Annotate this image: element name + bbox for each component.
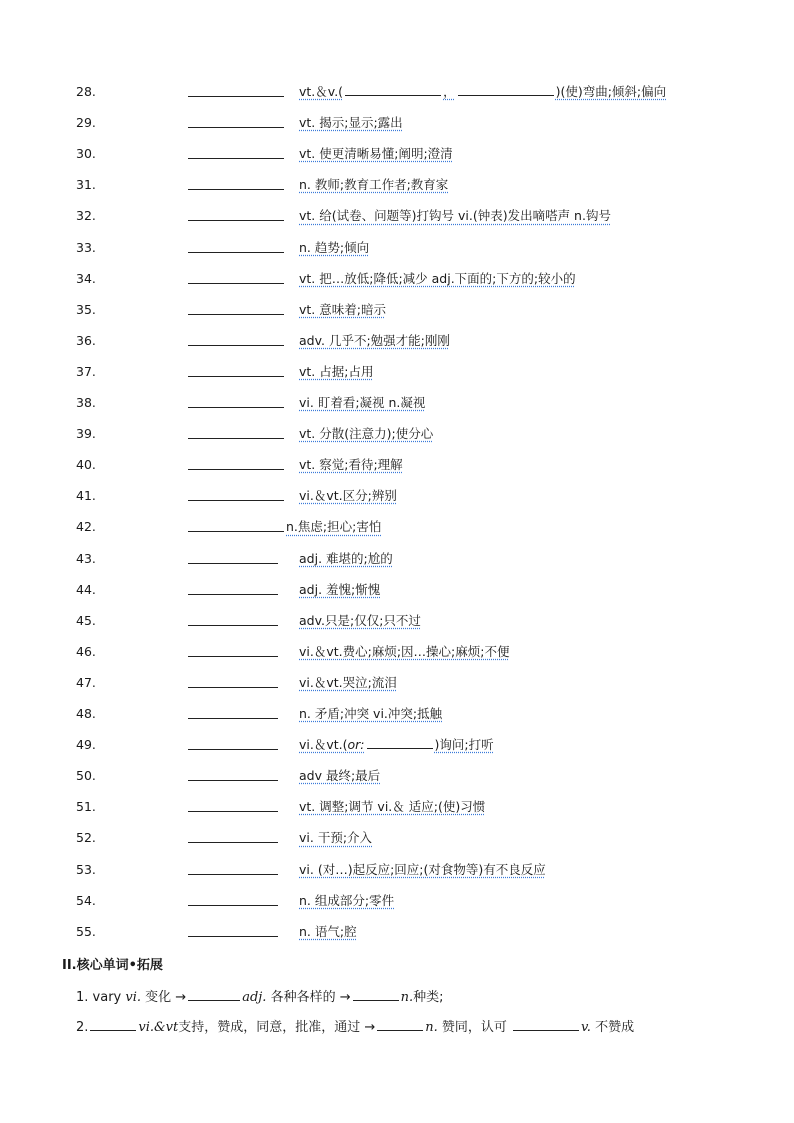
vocab-definition: n. 矛盾;冲突 vi.冲突;抵触 xyxy=(299,706,443,721)
ext1-pos2: adj. xyxy=(242,990,267,1005)
vocab-row xyxy=(0,891,794,911)
answer-blank[interactable] xyxy=(188,673,278,688)
ext2-text1: 支持，赞成，同意，批准，通过 → xyxy=(178,1020,376,1035)
ext1-blank-1[interactable] xyxy=(188,987,240,1001)
vocab-row xyxy=(0,362,794,382)
answer-blank[interactable] xyxy=(188,144,284,159)
vocab-row xyxy=(0,611,794,631)
vocab-definition: vt. 占据;占用 xyxy=(299,363,374,379)
vocab-row xyxy=(0,642,794,662)
ext2-prefix: 2. xyxy=(76,1020,89,1035)
vocab-row xyxy=(0,922,794,942)
answer-blank[interactable] xyxy=(188,797,278,812)
vocab-definition: n. 语气;腔 xyxy=(299,923,357,939)
vocab-row xyxy=(0,797,794,817)
vocab-row xyxy=(0,424,794,444)
vocab-number: 54. xyxy=(76,892,96,908)
vocab-definition: vi.＆vt.费心;麻烦;因…操心;麻烦;不便 xyxy=(299,643,510,659)
vocab-number: 53. xyxy=(76,861,96,877)
ext1-text3: 种类; xyxy=(413,990,444,1005)
vocab-number: 50. xyxy=(76,768,96,784)
vocab-row xyxy=(0,269,794,289)
vocab-number: 51. xyxy=(76,799,96,815)
answer-blank[interactable] xyxy=(188,393,284,408)
vocab-number: 28. xyxy=(76,84,96,99)
ext2-pos2: n. xyxy=(425,1020,438,1035)
vocab-definition: vt. 意味着;暗示 xyxy=(299,301,386,317)
vocab-number: 33. xyxy=(76,239,96,255)
vocab-row xyxy=(0,828,794,848)
vocab-number: 38. xyxy=(76,395,96,410)
answer-blank[interactable] xyxy=(188,455,284,470)
vocab-row xyxy=(0,549,794,569)
vocab-row xyxy=(0,175,794,195)
vocab-definition: vi. (对…)起反应;回应;(对食物等)有不良反应 xyxy=(299,861,546,877)
vocab-row xyxy=(0,517,794,537)
answer-blank[interactable] xyxy=(188,922,278,937)
vocab-number: 46. xyxy=(76,643,96,659)
ext1-blank-2[interactable] xyxy=(353,987,399,1001)
vocab-number: 43. xyxy=(76,550,96,566)
vocab-definition: vt. 调整;调节 vi.＆ 适应;(使)习惯 xyxy=(299,799,486,815)
answer-blank[interactable] xyxy=(188,82,284,97)
vocab-number: 49. xyxy=(76,737,96,753)
vocab-row xyxy=(0,144,794,164)
answer-blank[interactable] xyxy=(188,517,284,532)
extension-item-2 xyxy=(76,1017,634,1038)
vocab-row xyxy=(0,704,794,724)
ext2-blank-2[interactable] xyxy=(377,1017,423,1031)
vocab-number: 32. xyxy=(76,208,96,224)
vocab-number: 36. xyxy=(76,332,96,348)
vocab-row xyxy=(0,766,794,786)
vocab-definition: adv.只是;仅仅;只不过 xyxy=(299,612,421,628)
vocab-number: 29. xyxy=(76,115,96,131)
answer-blank[interactable] xyxy=(188,113,284,128)
answer-blank[interactable] xyxy=(188,860,278,875)
ext2-blank-3[interactable] xyxy=(513,1017,579,1031)
answer-blank[interactable] xyxy=(188,362,284,377)
vocab-number: 52. xyxy=(76,830,96,846)
vocab-definition: adj. 羞愧;惭愧 xyxy=(299,581,381,597)
vocab-definition: vt. 使更清晰易懂;阐明;澄清 xyxy=(299,146,453,162)
vocab-number: 40. xyxy=(76,457,96,473)
ext2-text2: 赞同，认可 xyxy=(437,1020,511,1035)
vocab-row xyxy=(0,486,794,506)
ext2-blank-1[interactable] xyxy=(90,1017,136,1031)
definition-part: vt.＆v.( xyxy=(299,84,344,99)
vocab-definition: adv. 几乎不;勉强才能;刚刚 xyxy=(299,332,450,348)
vocab-definition: n. 教师;教育工作者;教育家 xyxy=(299,177,449,193)
vocab-row xyxy=(0,455,794,475)
vocab-number: 37. xyxy=(76,363,96,379)
vocab-definition: vt. 揭示;显示;露出 xyxy=(299,115,403,131)
vocab-number: 44. xyxy=(76,581,96,597)
vocab-row xyxy=(0,206,794,226)
vocab-number: 42. xyxy=(76,519,96,535)
vocab-definition xyxy=(299,82,666,102)
vocab-definition: vt. 分散(注意力);使分心 xyxy=(299,426,434,442)
vocab-number: 31. xyxy=(76,177,96,193)
vocab-definition: vt. 给(试卷、问题等)打钩号 vi.(钟表)发出嘀嗒声 n.钩号 xyxy=(299,208,611,224)
vocab-definition: n. 趋势;倾向 xyxy=(299,239,370,255)
vocab-definition: n.焦虑;担心;害怕 xyxy=(286,519,382,535)
vocab-row xyxy=(0,113,794,133)
vocab-definition: vi. 盯着看;凝视 n.凝视 xyxy=(299,395,426,410)
vocab-row xyxy=(0,735,794,755)
answer-blank[interactable] xyxy=(188,891,278,906)
ext2-pos1: vi.&vt xyxy=(138,1020,179,1035)
definition-part: )询问;打听 xyxy=(434,737,494,753)
answer-blank[interactable] xyxy=(188,580,278,595)
ext1-pos1: vi. xyxy=(125,990,142,1005)
vocab-row xyxy=(0,393,794,413)
vocab-definition: vi.＆vt.区分;辨别 xyxy=(299,488,397,504)
vocab-definition xyxy=(299,735,494,755)
vocab-definition: n. 组成部分;零件 xyxy=(299,892,395,908)
answer-blank[interactable] xyxy=(188,300,284,315)
ext1-text1: 变化 → xyxy=(141,990,187,1005)
ext1-prefix: 1. vary xyxy=(76,990,126,1005)
vocab-definition: vi.＆vt.哭泣;流泪 xyxy=(299,674,397,690)
vocab-number: 35. xyxy=(76,301,96,317)
vocab-row xyxy=(0,860,794,880)
inline-answer-blank[interactable] xyxy=(345,82,441,96)
vocab-row xyxy=(0,331,794,351)
vocab-row xyxy=(0,673,794,693)
answer-blank[interactable] xyxy=(188,269,284,284)
vocab-definition: adj. 难堪的;尬的 xyxy=(299,550,393,566)
answer-blank[interactable] xyxy=(188,611,278,626)
vocab-definition: adv 最终;最后 xyxy=(299,768,381,784)
ext1-text2: 各种各样的 → xyxy=(266,990,351,1005)
vocab-definition: vi. 干预;介入 xyxy=(299,830,373,846)
inline-answer-blank[interactable] xyxy=(458,82,554,96)
extension-item-1 xyxy=(76,987,444,1008)
vocab-definition: vt. 察觉;看待;理解 xyxy=(299,457,403,473)
definition-part: )(使)弯曲;倾斜;偏向 xyxy=(555,84,667,99)
vocab-number: 55. xyxy=(76,923,96,939)
answer-blank[interactable] xyxy=(188,486,284,501)
section-title: II.核心单词•拓展 xyxy=(62,958,163,973)
answer-blank[interactable] xyxy=(188,704,278,719)
vocab-row xyxy=(0,580,794,600)
answer-blank[interactable] xyxy=(188,549,278,564)
answer-blank[interactable] xyxy=(188,331,284,346)
ext1-pos3: n. xyxy=(400,990,414,1005)
inline-answer-blank[interactable] xyxy=(367,735,433,749)
vocab-number: 47. xyxy=(76,674,96,690)
answer-blank[interactable] xyxy=(188,424,284,439)
vocab-number: 30. xyxy=(76,146,96,162)
definition-separator: ， xyxy=(443,84,456,99)
vocab-row xyxy=(0,238,794,258)
vocab-number: 34. xyxy=(76,270,96,286)
definition-or-label: or: xyxy=(347,737,365,753)
answer-blank[interactable] xyxy=(188,766,278,781)
vocab-definition: vt. 把…放低;降低;减少 adj.下面的;下方的;较小的 xyxy=(299,270,576,286)
answer-blank[interactable] xyxy=(188,206,284,221)
vocab-number: 48. xyxy=(76,706,96,721)
vocab-number: 41. xyxy=(76,488,96,504)
vocab-row xyxy=(0,82,794,102)
vocab-number: 39. xyxy=(76,426,96,442)
vocab-number: 45. xyxy=(76,612,96,628)
answer-blank[interactable] xyxy=(188,828,278,843)
answer-blank[interactable] xyxy=(188,175,284,190)
definition-part: vi.＆vt.( xyxy=(299,737,348,753)
answer-blank[interactable] xyxy=(188,642,278,657)
ext2-text3: 不赞成 xyxy=(590,1020,635,1035)
ext2-pos3: v. xyxy=(581,1020,591,1035)
answer-blank[interactable] xyxy=(188,238,284,253)
answer-blank[interactable] xyxy=(188,735,278,750)
vocab-row xyxy=(0,300,794,320)
